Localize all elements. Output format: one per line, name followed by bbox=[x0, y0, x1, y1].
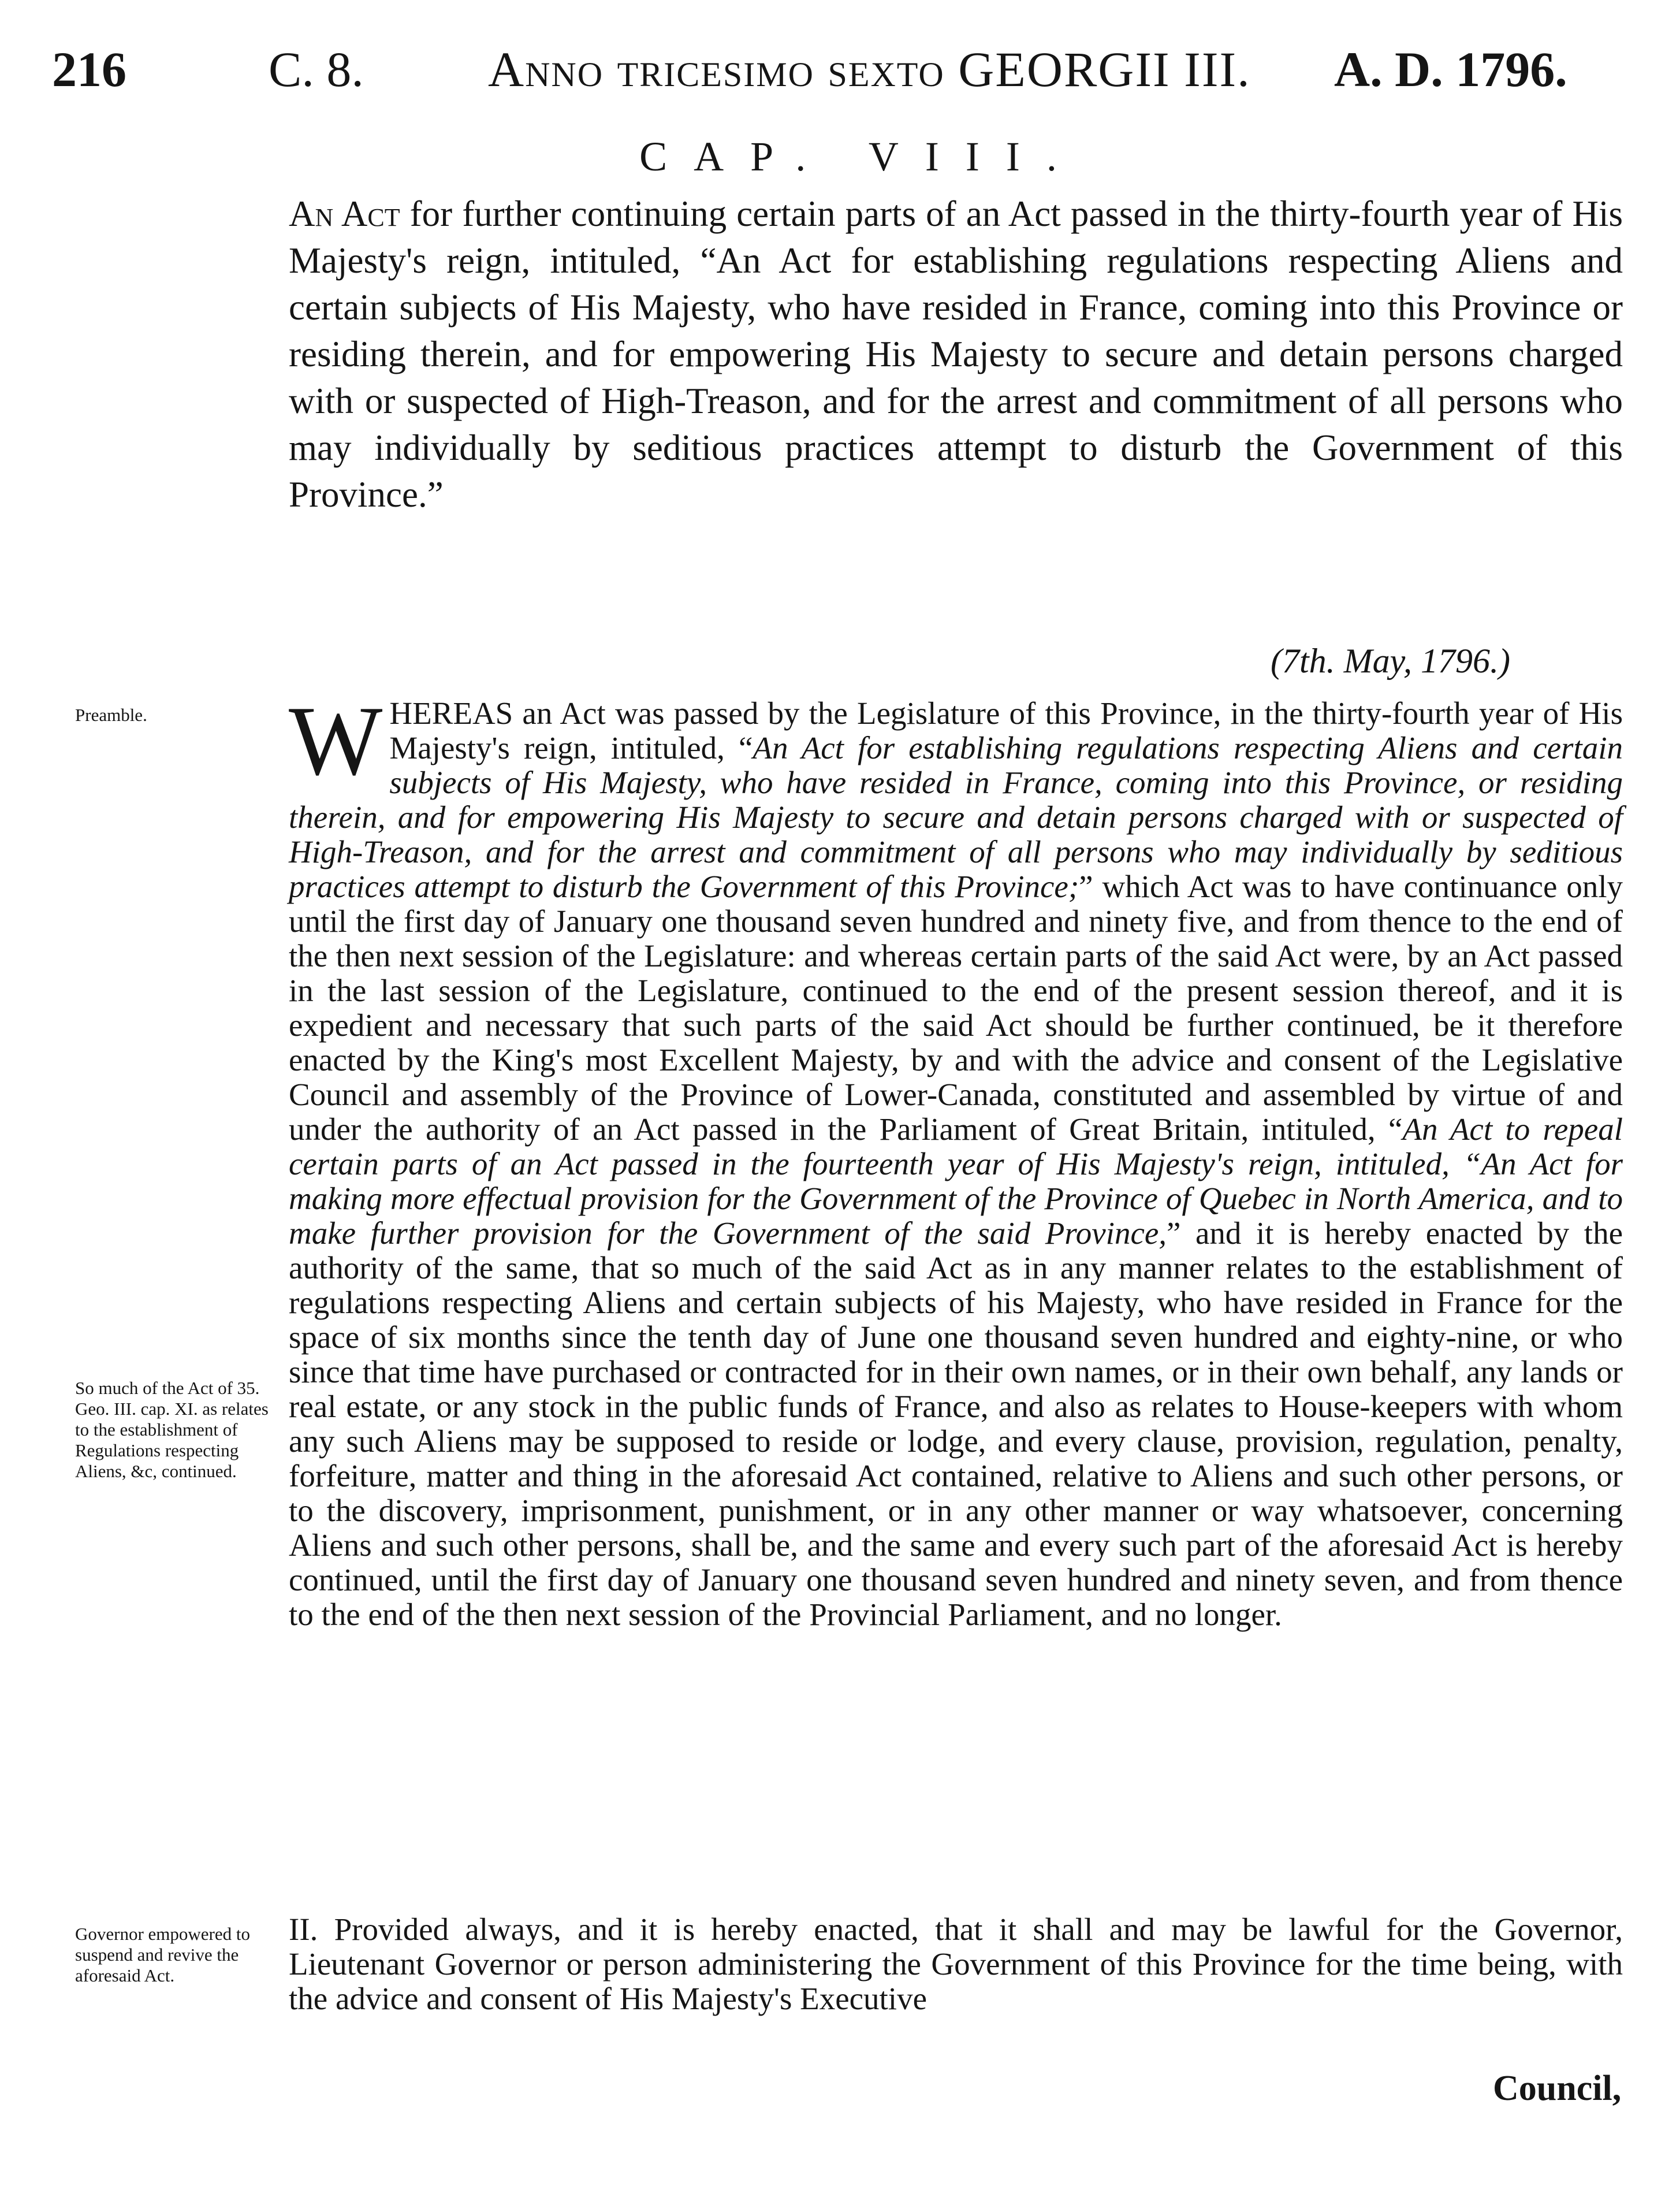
chapter-reference: C. 8. bbox=[269, 42, 364, 97]
running-title: Anno tricesimo sexto GEORGII III. bbox=[488, 42, 1251, 97]
act-title-text: for further continuing certain parts of an Act passed in the thirty-fourth year of His Majesty's reign, intituled, “An Act for establishing regulations respecting Aliens and certain subjects of His Majesty, who have resided in France, coming into this Province or residing therein, and for empowering His Majesty to secure and detain persons charged with or suspected of High-Treason, and for the arrest and commitment of all persons who may individually by seditious practices attempt to disturb the Government of this Province.” bbox=[289, 194, 1623, 515]
drop-cap: W bbox=[289, 686, 383, 796]
year-reference: A. D. 1796. bbox=[1334, 42, 1567, 97]
act-title bbox=[289, 191, 1623, 518]
margin-note-preamble: Preamble. bbox=[75, 705, 147, 725]
margin-note-continued: So much of the Act of 35. Geo. III. cap. XI. as relates to the establishment of Regulations respecting Aliens, &c, continued. bbox=[75, 1378, 269, 1481]
margin-note-governor: Governor empowered to suspend and revive the aforesaid Act. bbox=[75, 1924, 251, 1986]
section-one-italic-1: An Act for establishing regulations respecting Aliens and certain subjects of His Majesty, who have resided in France, coming into this Province, or residing therein, and for empowering His Majesty to secure and detain persons charged with or suspected of High-Treason, and for the arrest and commitment of all persons who may individually by seditious practices attempt to disturb the Government of this Province; bbox=[289, 730, 1623, 904]
catchword: Council, bbox=[1493, 2069, 1622, 2108]
act-title-lead: An Act bbox=[289, 194, 400, 234]
act-date: (7th. May, 1796.) bbox=[1271, 642, 1510, 680]
section-one-text-1: HEREAS an Act was passed by the Legislature of this Province, in the thirty-fourth year of His Majesty's reign, intituled, “ bbox=[389, 696, 1623, 765]
section-one-text-2: ” which Act was to have continuance only until the first day of January one thousand seven hundred and ninety five, and from thence to the end of the then next session of the Legislature: and whereas certain parts of the said Act were, by an Act passed in the last session of the Legislature, continued to the end of the present session thereof, and it is expedient and necessary that such parts of the said Act should be further continued, be it therefore enacted by the King's most Excellent Majesty, by and with the advice and consent of the Legislative Council and assembly of the Province of Lower-Canada, constituted and assembled by virtue of and under the authority of an Act passed in the Parliament of Great Britain, intituled, “ bbox=[289, 869, 1623, 1147]
section-one-paragraph bbox=[289, 686, 1623, 1632]
section-one-italic-2: An Act to repeal certain parts of an Act passed in the fourteenth year of His Majesty's reign, intituled, “An Act for making more effectual provision for the Government of the Province of Quebec in North America, and to make further provision for the Government of the said Province, bbox=[289, 1111, 1623, 1251]
section-one-text-3: ” and it is hereby enacted by the authority of the same, that so much of the said Act as in any manner relates to the establishment of regulations respecting Aliens and certain subjects of his Majesty, who have resided in France for the space of six months since the tenth day of June one thousand seven hundred and eighty-nine, or who since that time have purchased or contracted for in their own names, or in their own behalf, any lands or real estate, or any stock in the public funds of France, and also as relates to House-keepers with whom any such Aliens may be supposed to reside or lodge, and every clause, provision, regulation, penalty, forfeiture, matter and thing in the aforesaid Act contained, relative to Aliens and such other persons, or to the discovery, imprisonment, punishment, or in any other manner or way whatsoever, concerning Aliens and such other persons, shall be, and the same and every such part of the aforesaid Act is hereby continued, until the first day of January one thousand seven hundred and ninety seven, and from thence to the end of the then next session of the Provincial Parliament, and no longer. bbox=[289, 1215, 1623, 1632]
chapter-heading: CAP. VIII. bbox=[639, 133, 1083, 180]
section-two-paragraph: II. Provided always, and it is hereby enacted, that it shall and may be lawful for the Governor, Lieutenant Governor or person administering the Government of this Province for the time being, with the advice and consent of His Majesty's Executive bbox=[289, 1912, 1623, 2016]
page-number: 216 bbox=[52, 42, 126, 97]
